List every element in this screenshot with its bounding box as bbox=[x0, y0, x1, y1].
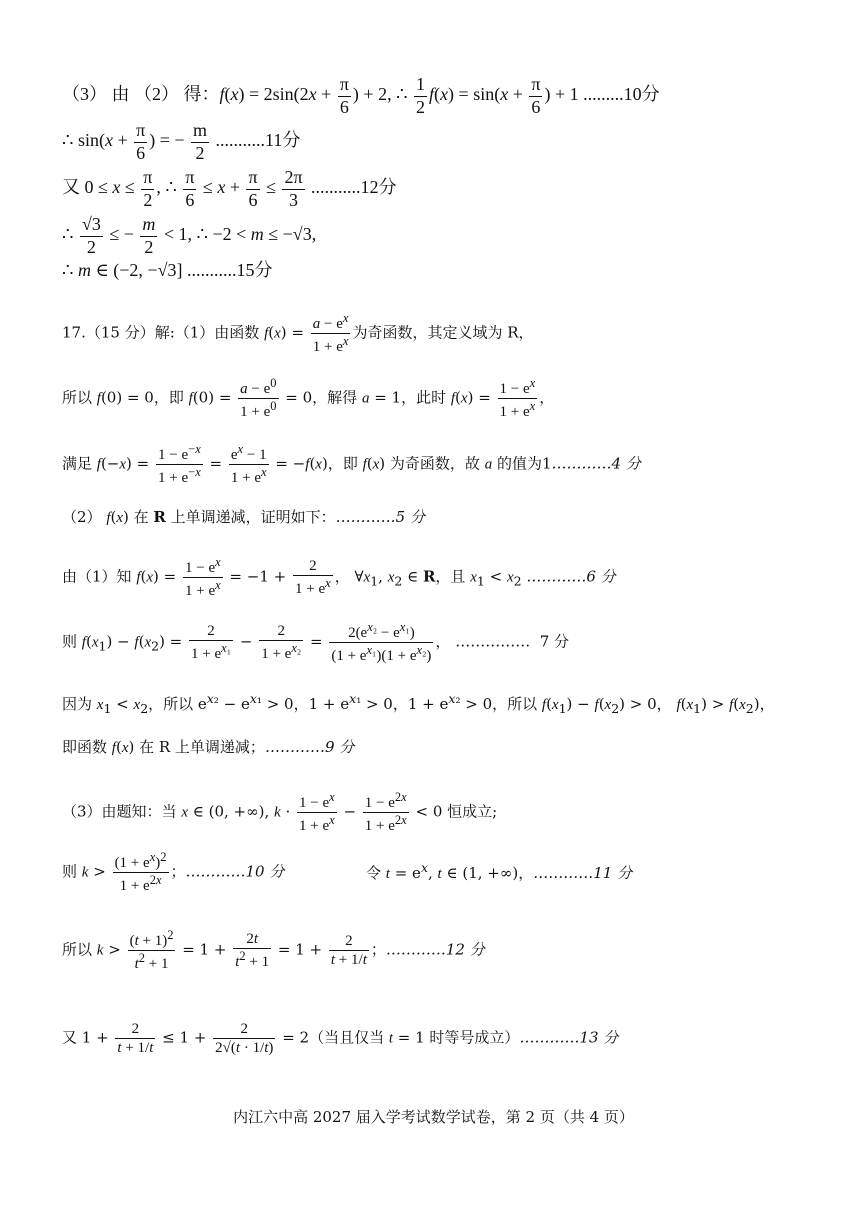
line-16: 令 $t = e^x$, t ∈ (1, +∞)，…………11 分 bbox=[366, 860, 633, 882]
line-5: ∴ m ∈ (−2, −√3] ...........15分 bbox=[62, 260, 273, 280]
line-1: （3） 由 （2） 得：f(x) = 2sin(2x + $\frac{\pi}{6}$ ) + 2, ∴ $\frac{1}{2}$ f(x) = sin(x + $\frac{\pi}{6}$ ) + 1 .........10分 bbox=[62, 74, 660, 117]
line-13: 即函数 f(x) 在 R 上单调递减；…………9 分 bbox=[62, 738, 355, 756]
page-footer: 内江六中高 2027 届入学考试数学试卷，第 2 页（共 4 页） bbox=[233, 1108, 634, 1126]
line-4: ∴ $\frac{√3}{2}$ ≤ − $\frac{m}{2}$ < 1, ∴ −2 < m ≤ −√3, bbox=[62, 214, 317, 257]
line-14: （3）由题知：当 x ∈ (0, +∞), k · $\frac{1 - e^x}{1 + e^x}$ − $\frac{1 - e^{2x}}{1 + e^{2x}}$ < 0 恒成立; bbox=[62, 790, 498, 834]
line-11: 则 $f(x_1) - f(x_2)$ = $\frac{2}{1 + e^{x_1}}$ − $\frac{2}{1 + e^{x_2}}$ = $\frac{2(e^{x_2} - e^{x_1})}{(1 + e^{x_1})(1 + e^{x_2})}$ ， …………… 7 分 bbox=[62, 620, 570, 664]
line-18: 又 1 + $\frac{2}{t + 1/t}$ ≤ 1 + $\frac{2}{2√(t \cdot 1/t)}$ = 2（当且仅当 t = 1 时等号成立）…………13 分 bbox=[62, 1021, 619, 1056]
line-2: ∴ sin(x + $\frac{\pi}{6}$ ) = − $\frac{m}{2}$ ...........11分 bbox=[62, 120, 301, 163]
line-3: 又 0 ≤ x ≤ $\frac{\pi}{2}$ , ∴ $\frac{\pi}{6}$ ≤ x + $\frac{\pi}{6}$ ≤ $\frac{2\pi}{3}$ ...........12分 bbox=[62, 167, 397, 210]
line-10: 由（1）知 f(x) = $\frac{1 - e^x}{1 + e^x}$ = −1 + $\frac{2}{1 + e^x}$ ， $\forall x_1$, $x_2$ ∈ R，且 $x_1 < x_2$ …………6 分 bbox=[62, 555, 616, 599]
line-9: （2） f(x) 在 R 上单调递减，证明如下：…………5 分 bbox=[62, 508, 425, 526]
line-15: 则 k > $\frac{(1 + e^x)^2}{1 + e^{2x}}$ ；…………10 分 bbox=[62, 850, 285, 894]
line-17: 所以 k > $\frac{(t + 1)^2}{t^2 + 1}$ = 1 + $\frac{2t}{t^2 + 1}$ = 1 + $\frac{2}{t + 1/t}$ ；…………12 分 bbox=[62, 928, 485, 972]
line-12: 因为 $x_1 < x_2$，所以 $e^{x_2} - e^{x_1} > 0$，$1 + e^{x_1} > 0$，$1 + e^{x_2} > 0$，所以 $f(x_1) - f(x_2) > 0$， $f(x_1) > f(x_2)$， bbox=[62, 691, 775, 716]
line-6: 17.（15 分）解:（1）由函数 f(x) = $\frac{a - e^x}{1 + e^x}$ 为奇函数，其定义域为 R， bbox=[62, 311, 534, 355]
line-8: 满足 f(−x) = $\frac{1 - e^{-x}}{1 + e^{-x}}$ = $\frac{e^x - 1}{1 + e^x}$ = −f(x)，即 f(x) 为奇函数，故 a 的值为1…………4 分 bbox=[62, 442, 641, 486]
line-7: 所以 f(0) = 0，即 f(0) = $\frac{a - e^0}{1 + e^0}$ = 0，解得 a = 1，此时 f(x) = $\frac{1 - e^x}{1 + e^x}$ ， bbox=[62, 376, 555, 420]
